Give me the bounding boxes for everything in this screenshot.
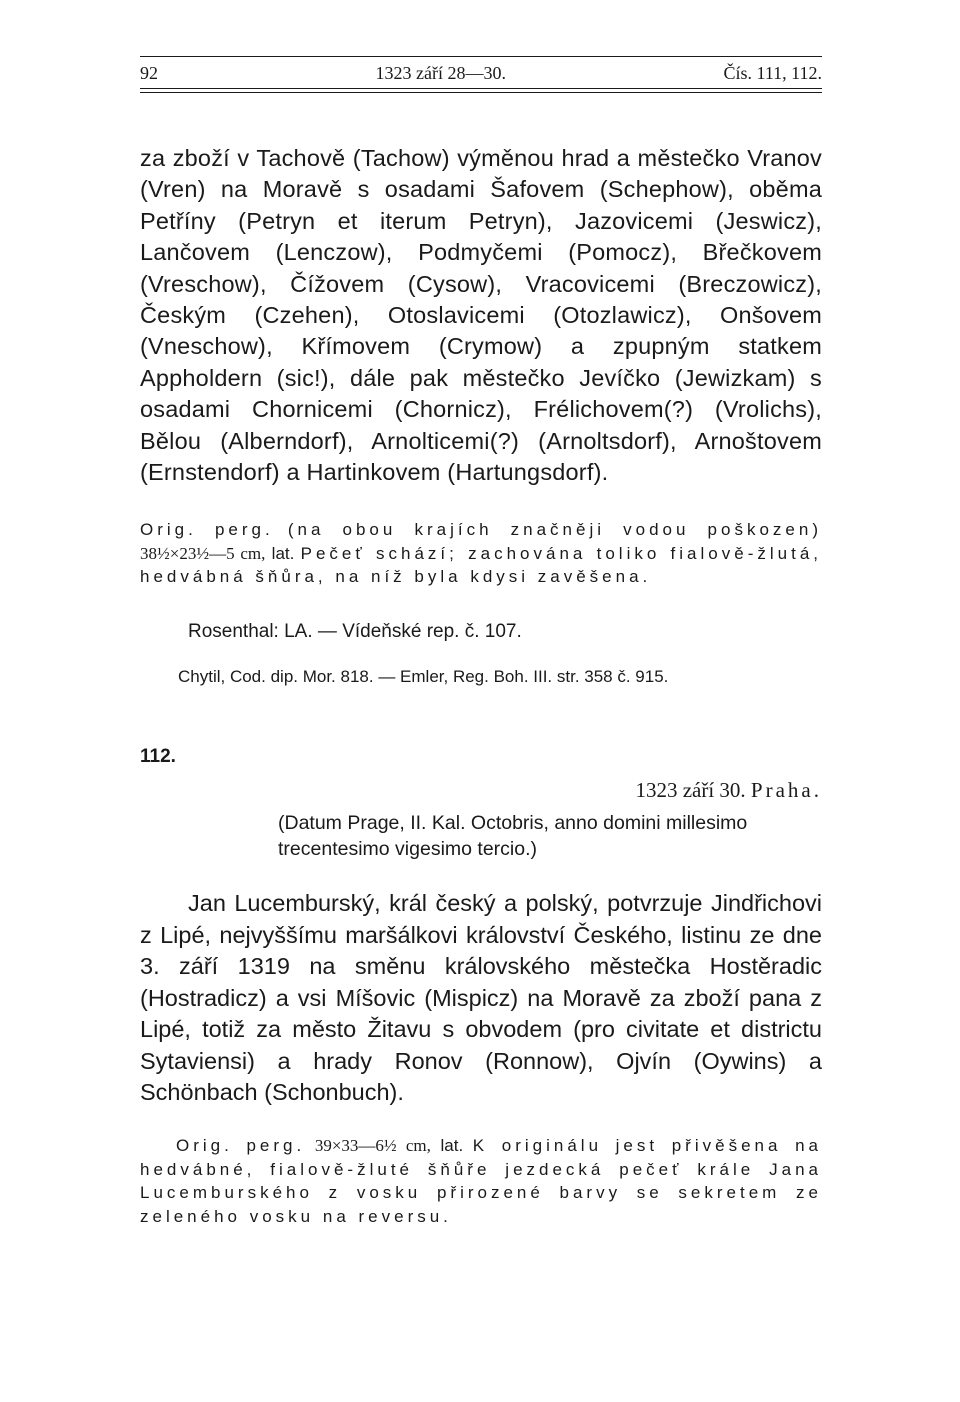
doc112-place: Praha. <box>750 778 822 803</box>
page-number: 92 <box>140 63 158 83</box>
doc112-note-label: Orig. perg. <box>176 1136 306 1156</box>
doc111-note-part2: Pečeť schází; zachována toliko fialově-žlutá, hedvábná šňůra, na níž byla kdysi zavěšena. <box>140 543 822 587</box>
doc111-note-part1: (na obou krajích značněji vodou poškozen) <box>287 520 822 540</box>
doc112-note-dims: 39×33—6½ cm, <box>314 1136 431 1156</box>
doc111-source-2-text: Chytil, Cod. dip. Mor. 818. — Emler, Reg. Boh. III. str. 358 č. 915. <box>178 666 669 686</box>
doc112-note-text: K originálu jest přivěšena na hedvábné, fialově-žluté šňůře jezdecká pečeť krále Jana Lucemburského z vosku přirozené barvy se sekretem ze zeleného vosku na reversu. <box>140 1136 822 1226</box>
header-bottom-rule-2 <box>140 92 822 93</box>
doc111-note-lat: lat. <box>271 543 295 563</box>
doc112-date-line <box>140 776 822 804</box>
running-header <box>140 57 822 88</box>
doc112-datum: (Datum Prage, II. Kal. Octobris, anno domini millesimo trecentesimo vigesimo tercio.) <box>278 812 748 861</box>
doc111-note-dims: 38½×23½—5 cm, <box>140 543 266 563</box>
doc111-description <box>140 518 822 589</box>
header-doc-numbers: Čís. 111, 112. <box>723 63 822 83</box>
doc111-body: za zboží v Tachově (Tachow) výměnou hrad a městečko Vranov (Vren) na Moravě s osadami Šafovem (Schephow), oběma Petříny (Petryn et iterum Petryn), Jazovicemi (Jeswicz), Lančovem (Lenczow), Podmyčemi (Pomocz), Břečkovem (Vreschow), Čížovem (Cysow), Vracovicemi (Breczowicz), Českým (Czehen), Otoslavicemi (Otozlawicz), Onšovem (Vneschow), Křímovem (Crymow) a zpupným statkem Appholdern (sic!), dále pak městečko Jevíčko (Jewizkam) s osadami Chornicemi (Chornicz), Frélichovem(?) (Vrolichs), Bělou (Alberndorf), Arnolticemi(?) (Arnoltsdorf), Arnoštovem (Ernstendorf) a Hartinkovem (Hartungsdorf). <box>140 145 822 486</box>
doc111-source-1: Rosenthal: LA. — Vídeňské rep. č. 107. <box>188 620 522 642</box>
doc112-date: 1323 září 30. <box>635 778 746 803</box>
doc112-description <box>140 1134 822 1228</box>
doc111-source-2 <box>140 665 822 689</box>
doc112-regest: Jan Lucemburský, král český a polský, potvrzuje Jindřichovi z Lipé, nejvyššímu maršálkovi království Českého, listinu ze dne 3. září 1319 na směnu královského městečka Hostěradic (Hostradicz) a vsi Míšovic (Mispicz) na Moravě za zboží pana z Lipé, totiž za město Žitavu s obvodem (pro civitate et districtu Sytaviensi) a hrady Ronov (Ronnow), Ojvín (Oywins) a Schönbach (Schonbuch). <box>140 890 822 1105</box>
header-date-range: 1323 září 28—30. <box>375 63 506 83</box>
doc111-note-label: Orig. perg. <box>140 520 274 540</box>
doc112-number: 112. <box>140 746 176 768</box>
document-page <box>140 56 822 1228</box>
header-bottom-rule <box>140 88 822 89</box>
doc112-note-lat: lat. <box>440 1136 464 1156</box>
